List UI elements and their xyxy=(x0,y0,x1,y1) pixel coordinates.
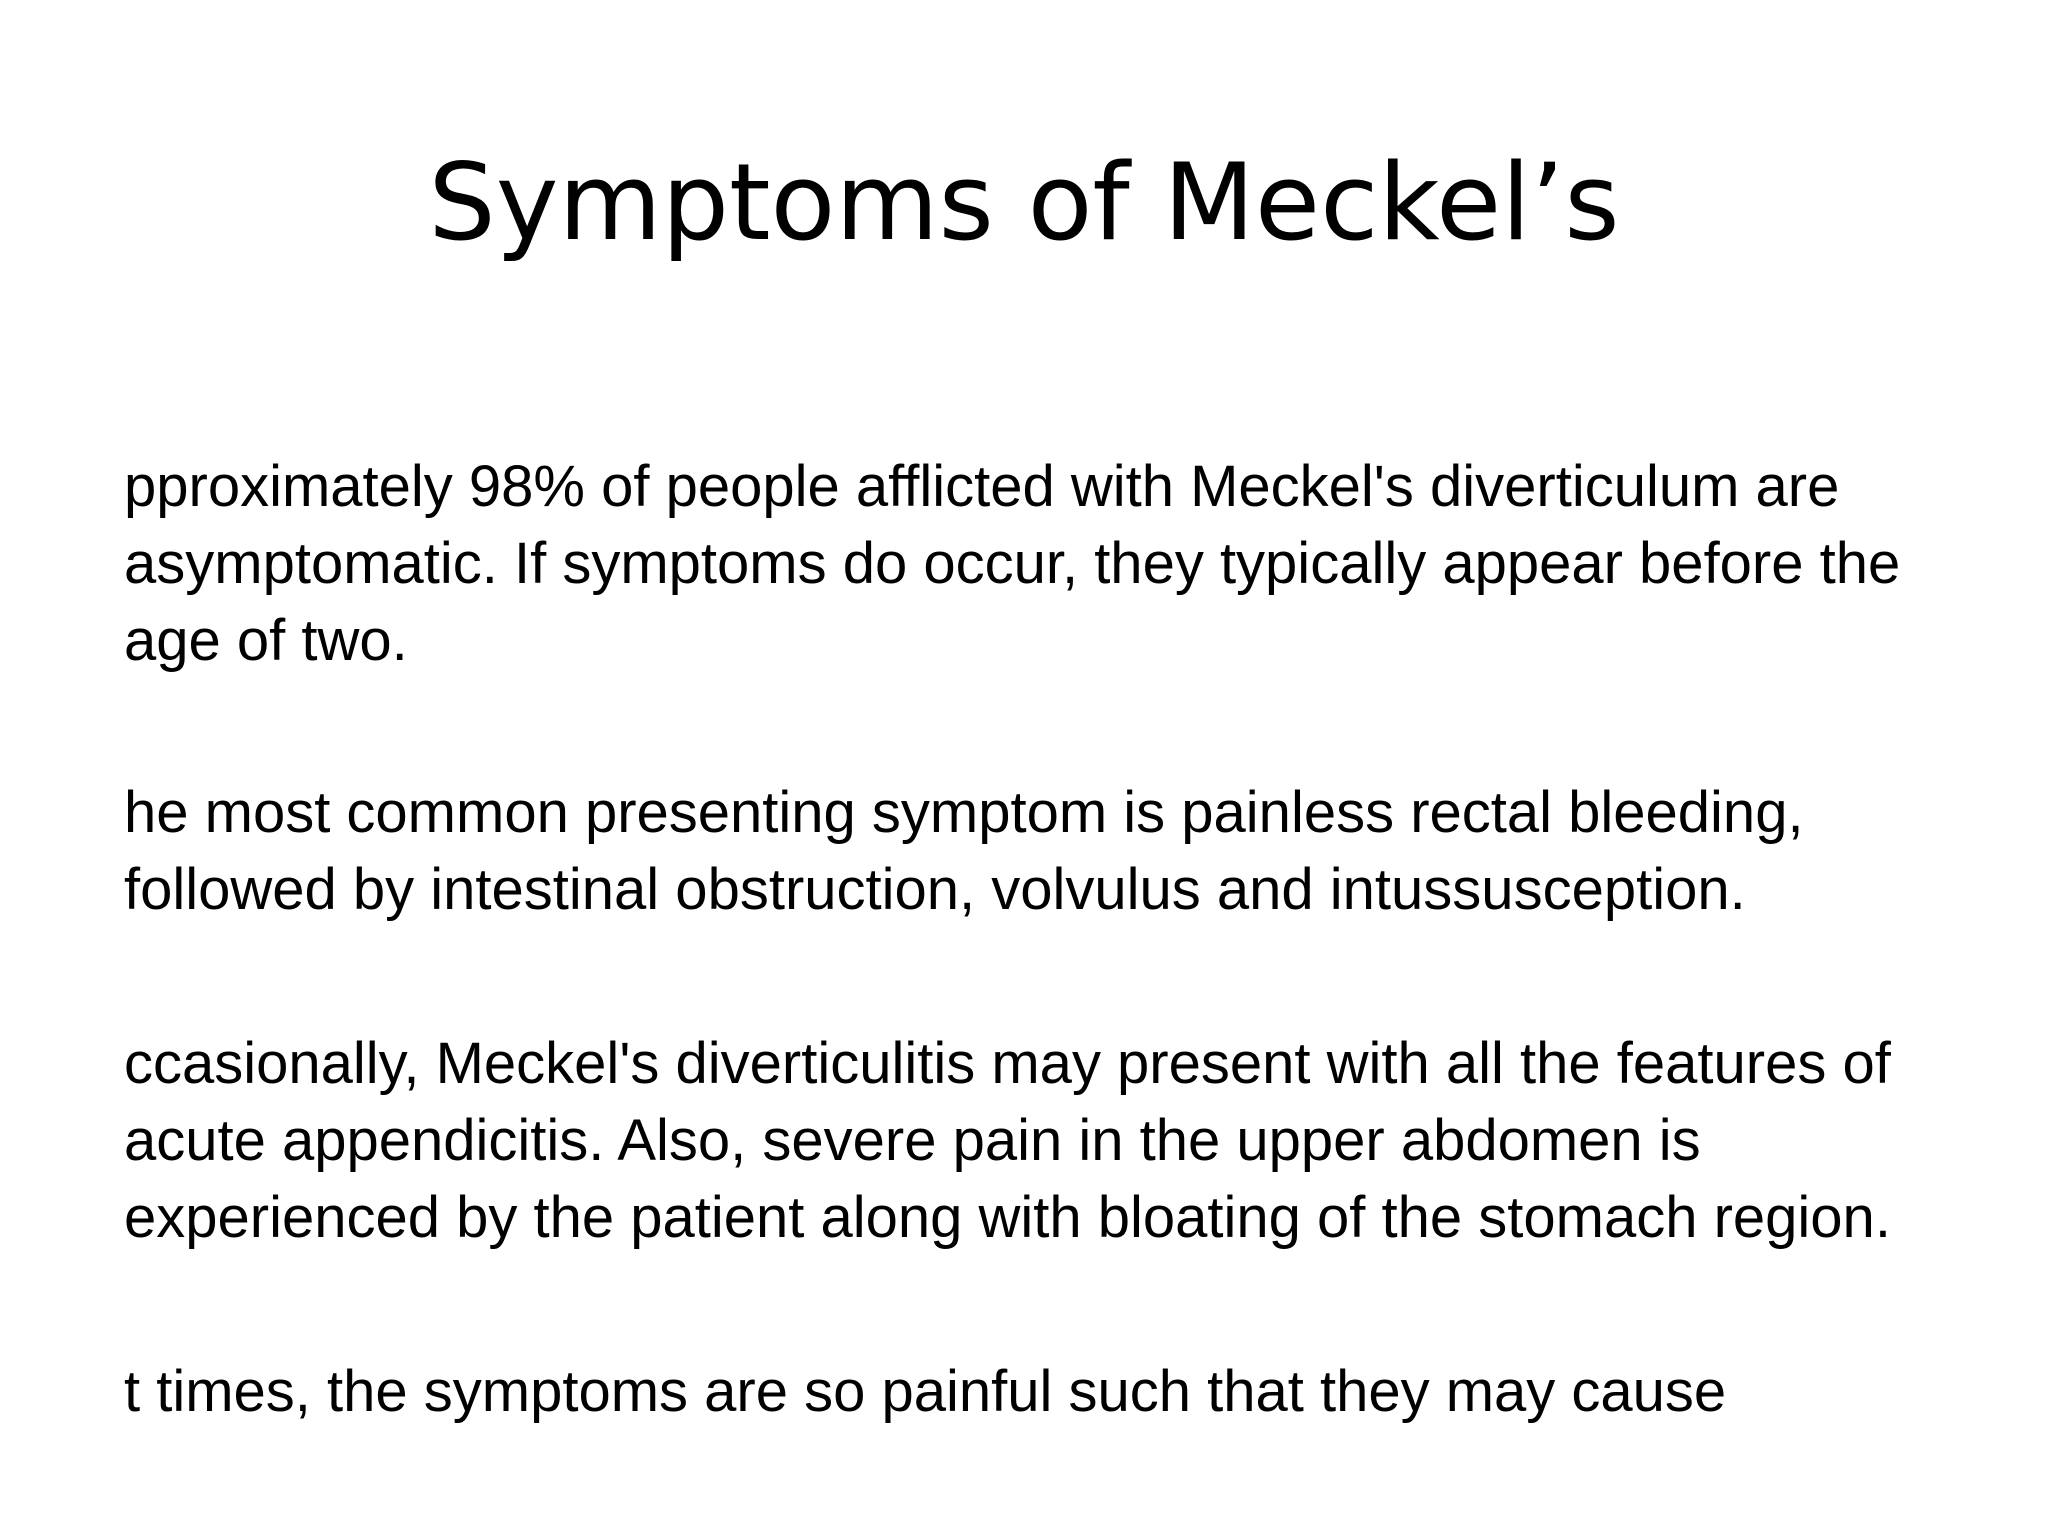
paragraph-painful-symptoms: t times, the symptoms are so painful such that they may cause xyxy=(124,1359,1727,1424)
slide-body xyxy=(124,448,1944,1527)
paragraph-diverticulitis: ccasionally, Meckel's diverticulitis may present with all the features of acute appendicitis. Also, severe pain in the upper abdomen is experienced by the patient along with bloating of the stomach region. xyxy=(124,1031,1891,1250)
paragraph-common-symptom: he most common presenting symptom is painless rectal bleeding, followed by intestinal obstruction, volvulus and intussusception. xyxy=(124,780,1804,922)
slide-title: Symptoms of Meckel’s xyxy=(428,141,1620,264)
paragraph-asymptomatic: pproximately 98% of people afflicted with Meckel's diverticulum are asymptomatic. If symptoms do occur, they typically appear before the age of two. xyxy=(124,454,1901,673)
